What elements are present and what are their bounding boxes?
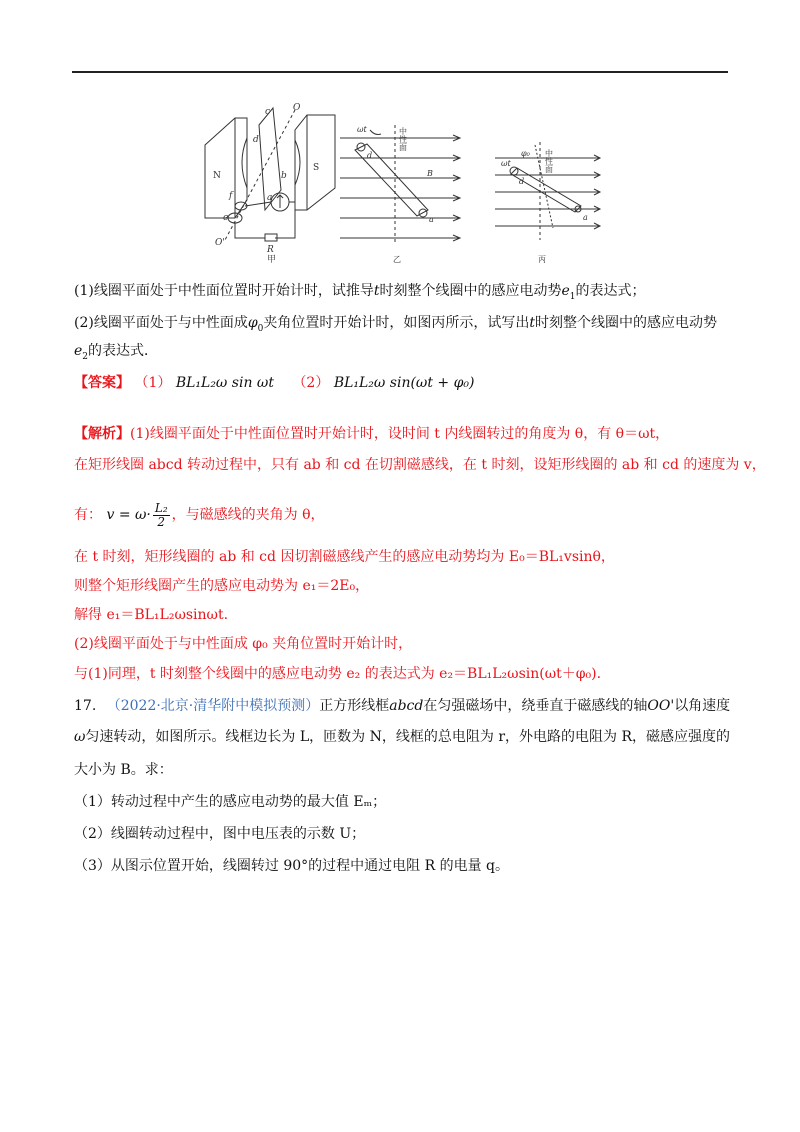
problem-17-q2: （2）线圈转动过程中，图中电压表的示数 U； [74,826,366,842]
caption-yi: 乙 [393,255,401,264]
label-N: N [213,171,221,181]
analysis-line-3: 有： v = ω· $\frac{\text{L₂}}{2}$ ，与磁感线的夹角为 θ， [74,500,325,529]
yi-d: d [367,151,373,160]
analysis-line-6: 解得 e₁＝BL₁L₂ωsinωt. [74,607,229,623]
label-f: f [229,191,233,201]
analysis-line-1: 【解析】(1)线圈平面处于中性面位置时开始计时，设时间 t 内线圈转过的角度为 θ，有 θ＝ωt， [74,426,670,442]
fraction: $\frac{\text{L₂}}{2}$ [154,500,168,529]
problem-17-line-1: 17. （2022·北京·清华附中模拟预测）正方形线框abcd在匀强磁场中，绕垂直于磁感线的轴OO'以角速度 [74,698,731,714]
answer-formula-1: BL₁L₂ω sin ωt [175,375,274,391]
answer-label: 【答案】 [74,375,130,391]
generator-figure [195,100,605,265]
answer-formula-2: BL₁L₂ω sin(ωt + φ₀) [333,375,475,391]
label-S: S [313,163,320,173]
label-a: a [267,193,273,203]
label-O2: O' [215,238,225,248]
problem-source: （2022·北京·清华附中模拟预测） [106,698,320,714]
bing-plane-3: 面 [545,165,553,174]
bing-phi: φ₀ [521,149,530,158]
label-e: e [223,213,229,223]
bing-a: a [583,213,588,222]
question-2: (2)线圈平面处于与中性面成$\varphi_0$夹角位置时开始计时，如图丙所示，试写出t时刻整个线圈中的感应电动势 [74,315,718,334]
analysis-line-4: 在 t 时刻，矩形线圈的 ab 和 cd 因切割磁感线产生的感应电动势均为 E₀＝BL₁vsinθ， [74,549,615,565]
caption-bing: 丙 [538,255,546,264]
yi-plane-1: 中 [399,127,407,136]
analysis-line-5: 则整个矩形线圈产生的感应电动势为 e₁＝2E₀， [74,578,370,594]
analysis-label: 【解析】 [74,426,130,442]
yi-plane-3: 面 [399,143,407,152]
bing-plane-1: 中 [545,149,553,158]
yi-a: a [429,215,434,224]
label-d: d [253,135,259,145]
label-b: b [281,171,287,181]
yi-B: B [427,169,433,178]
label-R: R [267,245,274,255]
question-1: (1)线圈平面处于中性面位置时开始计时，试推导t时刻整个线圈中的感应电动势$e_1$的表达式； [74,283,646,302]
yi-wt: ωt [357,125,367,134]
bing-plane-2: 性 [545,157,553,166]
problem-17-line-3: 大小为 B。求： [74,762,173,778]
caption-jia: 甲 [267,255,277,265]
label-O: O [293,103,301,113]
yi-plane-2: 性 [399,135,407,144]
problem-17-line-2: ω匀速转动，如图所示。线框边长为 L，匝数为 N，线框的总电阻为 r，外电路的电阻为 R，磁感应强度的 [74,729,731,745]
bing-d: d [519,177,525,186]
answer-line: 【答案】 （1） BL₁L₂ω sin ωt （2） BL₁L₂ω sin(ωt + φ₀) [74,375,475,391]
bing-wt: ωt [501,159,511,168]
analysis-line-8: 与(1)同理，t 时刻整个线圈中的感应电动势 e₂ 的表达式为 e₂＝BL₁L₂ωsin(ωt＋φ₀). [74,666,602,682]
problem-17-q1: （1）转动过程中产生的感应电动势的最大值 Eₘ； [74,794,387,810]
question-2-cont: $e_2$的表达式． [74,343,159,362]
problem-17-q3: （3）从图示位置开始，线圈转过 90°的过程中通过电阻 R 的电量 q。 [74,858,510,874]
header-rule [72,71,728,73]
analysis-line-2: 在矩形线圈 abcd 转动过程中，只有 ab 和 cd 在切割磁感线，在 t 时刻，设矩形线圈的 ab 和 cd 的速度为 v， [74,457,766,473]
analysis-line-7: (2)线圈平面处于与中性面成 φ₀ 夹角位置时开始计时， [74,636,413,652]
label-c: c [265,107,271,117]
